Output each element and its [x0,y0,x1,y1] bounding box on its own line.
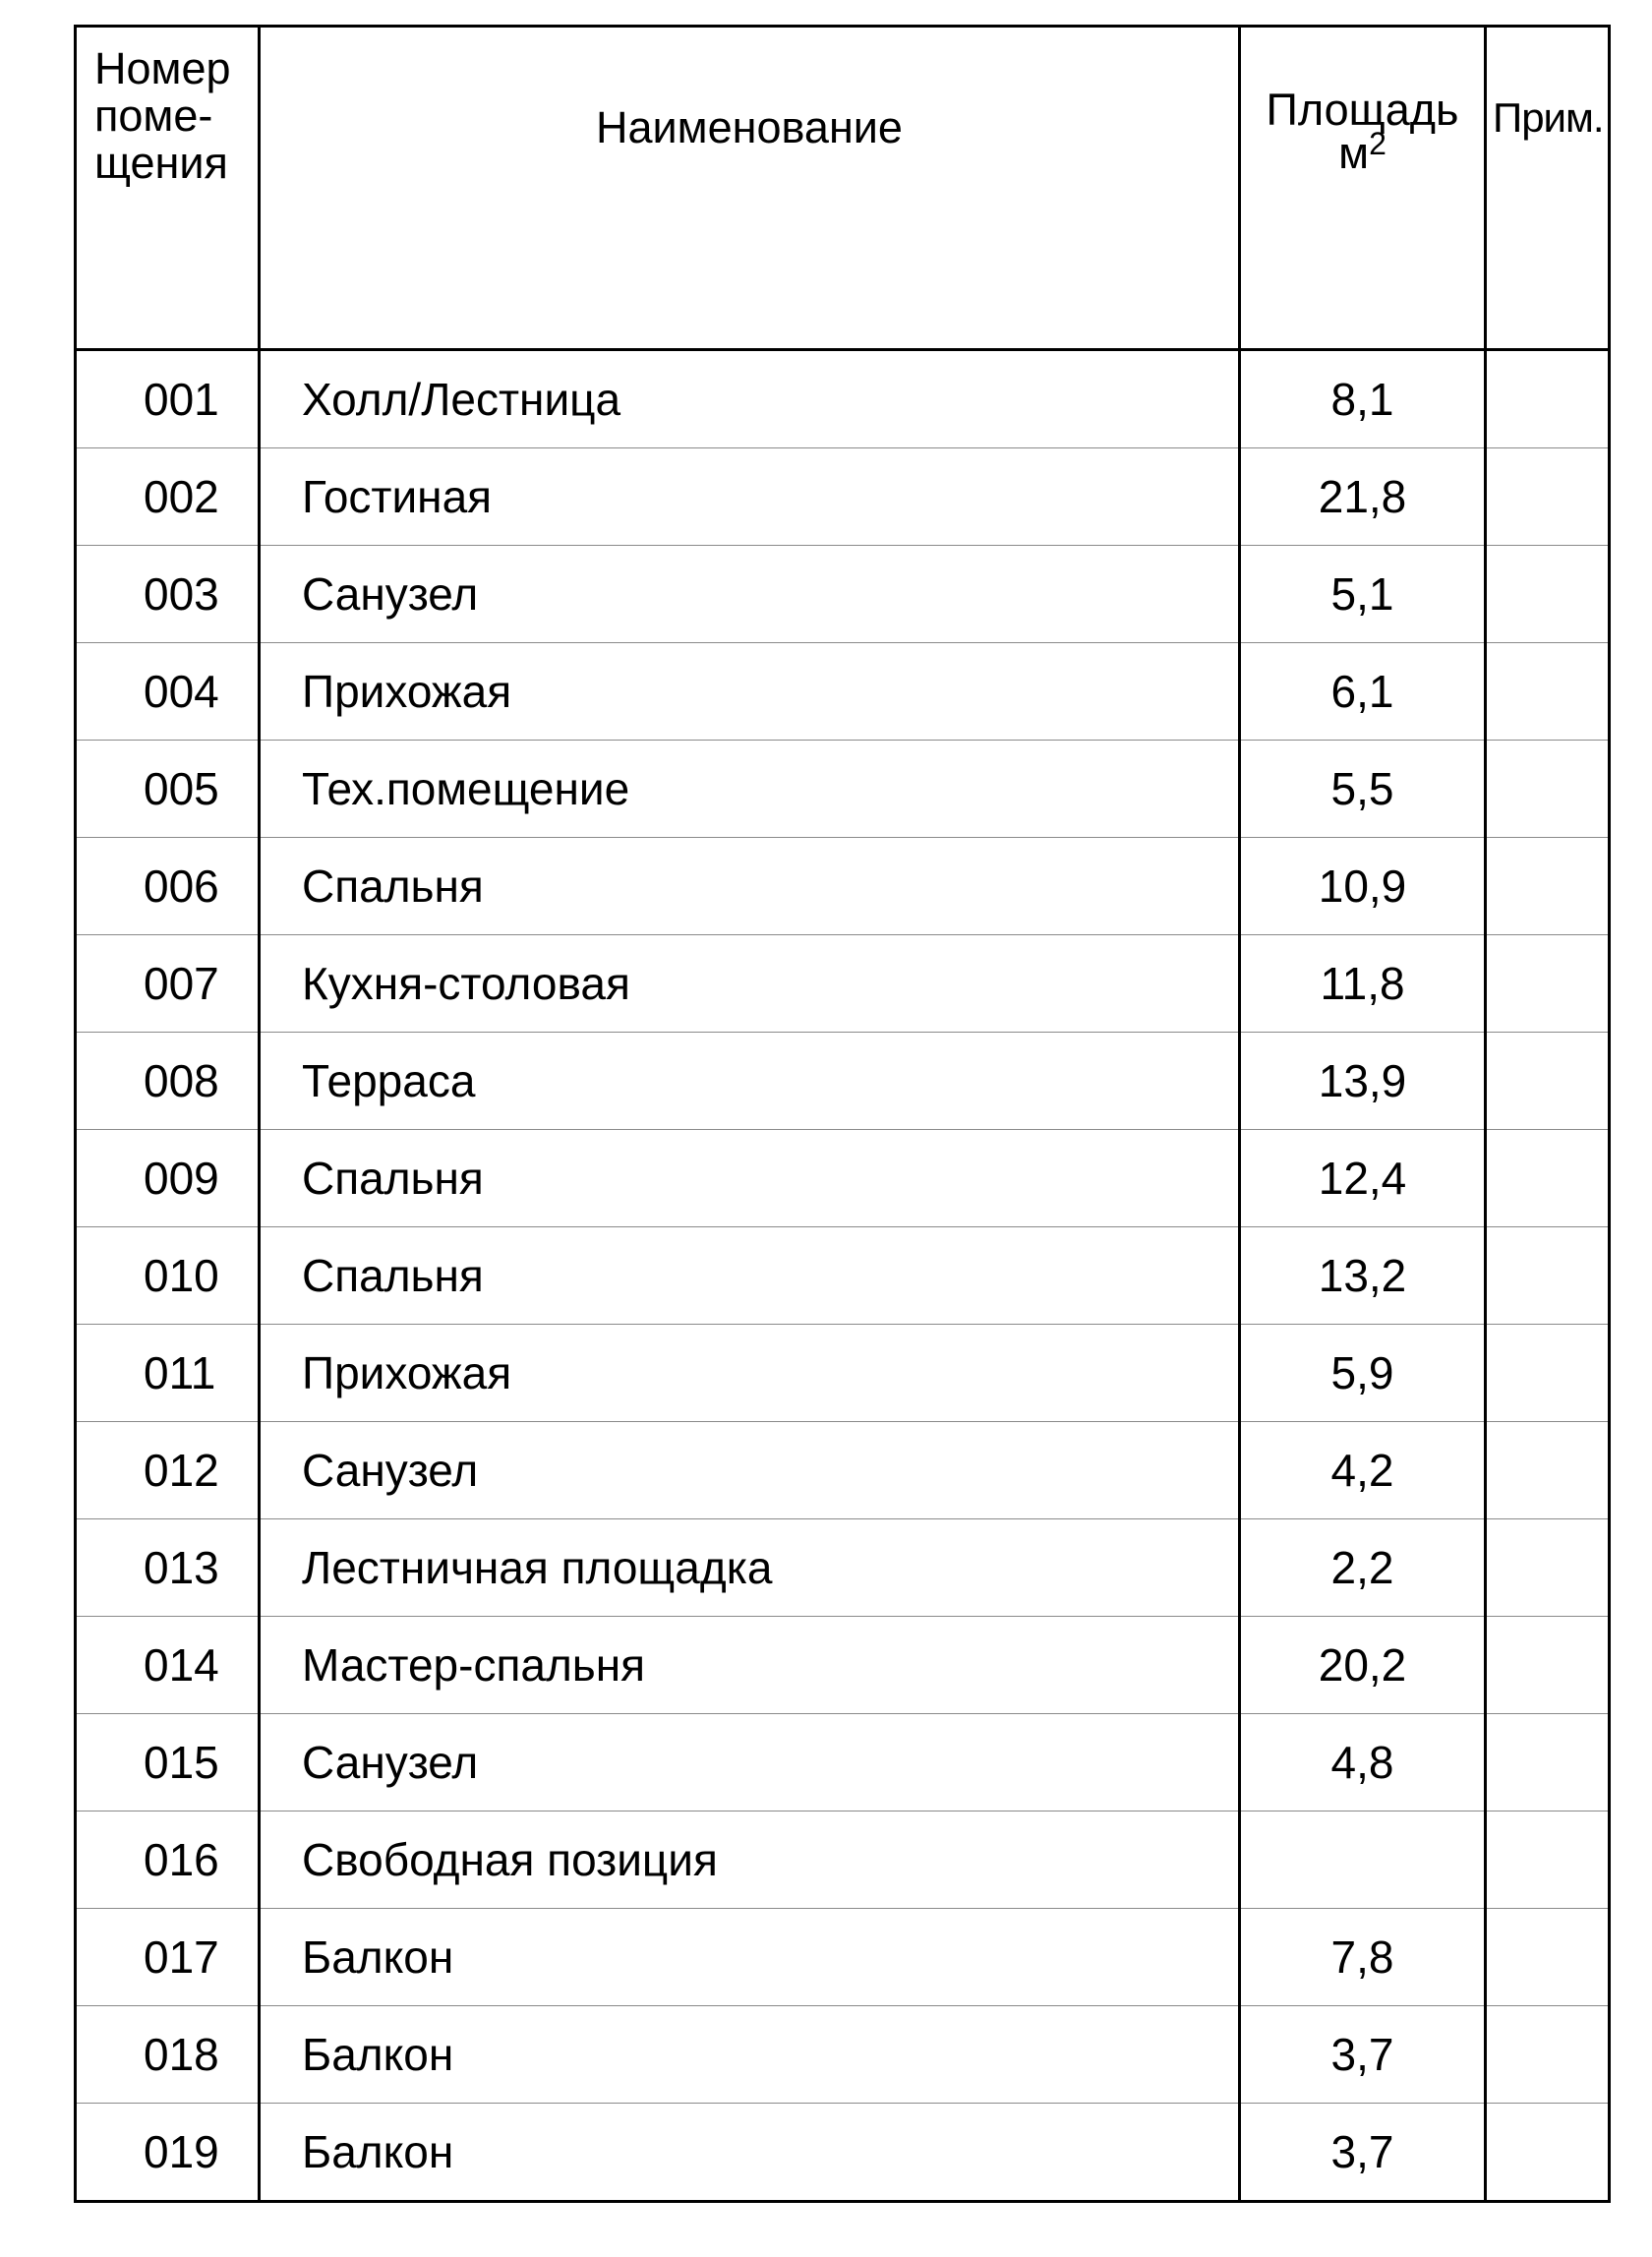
room-note-cell [1486,1909,1610,2006]
room-number-cell: 003 [76,546,260,643]
room-number-cell: 005 [76,741,260,838]
room-note-cell [1486,935,1610,1033]
room-area-cell: 20,2 [1240,1617,1486,1714]
room-area-cell: 5,1 [1240,546,1486,643]
room-note-cell [1486,643,1610,741]
room-note-cell [1486,1033,1610,1130]
room-name-cell: Кухня-столовая [260,935,1240,1033]
room-note-cell [1486,350,1610,448]
room-area-cell: 2,2 [1240,1519,1486,1617]
room-name-cell: Санузел [260,1714,1240,1812]
room-area-cell: 7,8 [1240,1909,1486,2006]
table-row [76,838,1610,935]
table-row [76,2104,1610,2202]
room-note-cell [1486,838,1610,935]
room-number-cell: 018 [76,2006,260,2104]
room-name-cell: Прихожая [260,643,1240,741]
room-number-cell: 009 [76,1130,260,1227]
room-area-cell: 13,2 [1240,1227,1486,1325]
room-schedule-table [74,25,1611,2203]
room-name-cell: Балкон [260,1909,1240,2006]
room-area-cell: 10,9 [1240,838,1486,935]
room-name-cell: Прихожая [260,1325,1240,1422]
room-note-cell [1486,1325,1610,1422]
table-row [76,1422,1610,1519]
header-room-number-line1: Номер [94,43,231,93]
table-row [76,1519,1610,1617]
room-name-cell: Балкон [260,2104,1240,2202]
table-row [76,935,1610,1033]
table-row [76,1714,1610,1812]
table-row [76,2006,1610,2104]
room-note-cell [1486,1714,1610,1812]
room-name-cell: Санузел [260,1422,1240,1519]
room-number-cell: 017 [76,1909,260,2006]
room-note-cell [1486,1519,1610,1617]
room-area-cell: 4,8 [1240,1714,1486,1812]
table-row [76,741,1610,838]
room-note-cell [1486,1130,1610,1227]
header-area-unit-exponent: 2 [1369,126,1386,161]
room-number-cell: 004 [76,643,260,741]
room-number-cell: 002 [76,448,260,546]
room-note-cell [1486,1422,1610,1519]
room-area-cell: 8,1 [1240,350,1486,448]
room-note-cell [1486,448,1610,546]
table-row [76,1909,1610,2006]
table-row [76,1130,1610,1227]
room-number-cell: 001 [76,350,260,448]
room-number-cell: 019 [76,2104,260,2202]
room-area-cell: 5,9 [1240,1325,1486,1422]
room-number-cell: 016 [76,1812,260,1909]
room-name-cell: Гостиная [260,448,1240,546]
room-name-cell: Мастер-спальня [260,1617,1240,1714]
room-number-cell: 006 [76,838,260,935]
room-area-cell: 12,4 [1240,1130,1486,1227]
room-number-cell: 014 [76,1617,260,1714]
table-row [76,1812,1610,1909]
room-area-cell: 13,9 [1240,1033,1486,1130]
room-name-cell: Терраса [260,1033,1240,1130]
table-row [76,1033,1610,1130]
table-row [76,1617,1610,1714]
header-room-number [76,27,260,350]
header-note: Прим. [1486,27,1610,350]
header-room-name: Наименование [260,27,1240,350]
table-row [76,448,1610,546]
header-area-unit [1241,126,1484,178]
room-number-cell: 013 [76,1519,260,1617]
room-name-cell: Тех.помещение [260,741,1240,838]
room-area-cell: 21,8 [1240,448,1486,546]
room-note-cell [1486,1812,1610,1909]
room-area-cell: 11,8 [1240,935,1486,1033]
room-number-cell: 007 [76,935,260,1033]
table-row [76,643,1610,741]
room-name-cell: Спальня [260,1130,1240,1227]
table-row [76,1325,1610,1422]
room-name-cell: Свободная позиция [260,1812,1240,1909]
room-note-cell [1486,2104,1610,2202]
room-number-cell: 011 [76,1325,260,1422]
table-row [76,1227,1610,1325]
room-number-cell: 010 [76,1227,260,1325]
room-note-cell [1486,1617,1610,1714]
room-area-cell: 6,1 [1240,643,1486,741]
header-area-label: Площадь [1266,85,1459,135]
room-note-cell [1486,741,1610,838]
table-body [76,350,1610,2202]
room-name-cell: Холл/Лестница [260,350,1240,448]
room-note-cell [1486,2006,1610,2104]
room-area-cell [1240,1812,1486,1909]
room-number-cell: 008 [76,1033,260,1130]
room-area-cell: 4,2 [1240,1422,1486,1519]
room-name-cell: Санузел [260,546,1240,643]
table-header [76,27,1610,350]
table-row [76,350,1610,448]
room-number-cell: 012 [76,1422,260,1519]
room-area-cell: 3,7 [1240,2104,1486,2202]
room-area-cell: 5,5 [1240,741,1486,838]
header-room-number-line3: щения [94,138,228,188]
room-area-cell: 3,7 [1240,2006,1486,2104]
header-area [1240,27,1486,350]
room-note-cell [1486,546,1610,643]
header-room-number-line2: поме- [94,90,213,141]
room-name-cell: Спальня [260,838,1240,935]
header-area-unit-base: м [1338,128,1370,178]
room-name-cell: Балкон [260,2006,1240,2104]
room-note-cell [1486,1227,1610,1325]
table-row [76,546,1610,643]
room-number-cell: 015 [76,1714,260,1812]
room-name-cell: Лестничная площадка [260,1519,1240,1617]
room-name-cell: Спальня [260,1227,1240,1325]
header-row [76,27,1610,350]
room-schedule-sheet [74,25,1608,2203]
